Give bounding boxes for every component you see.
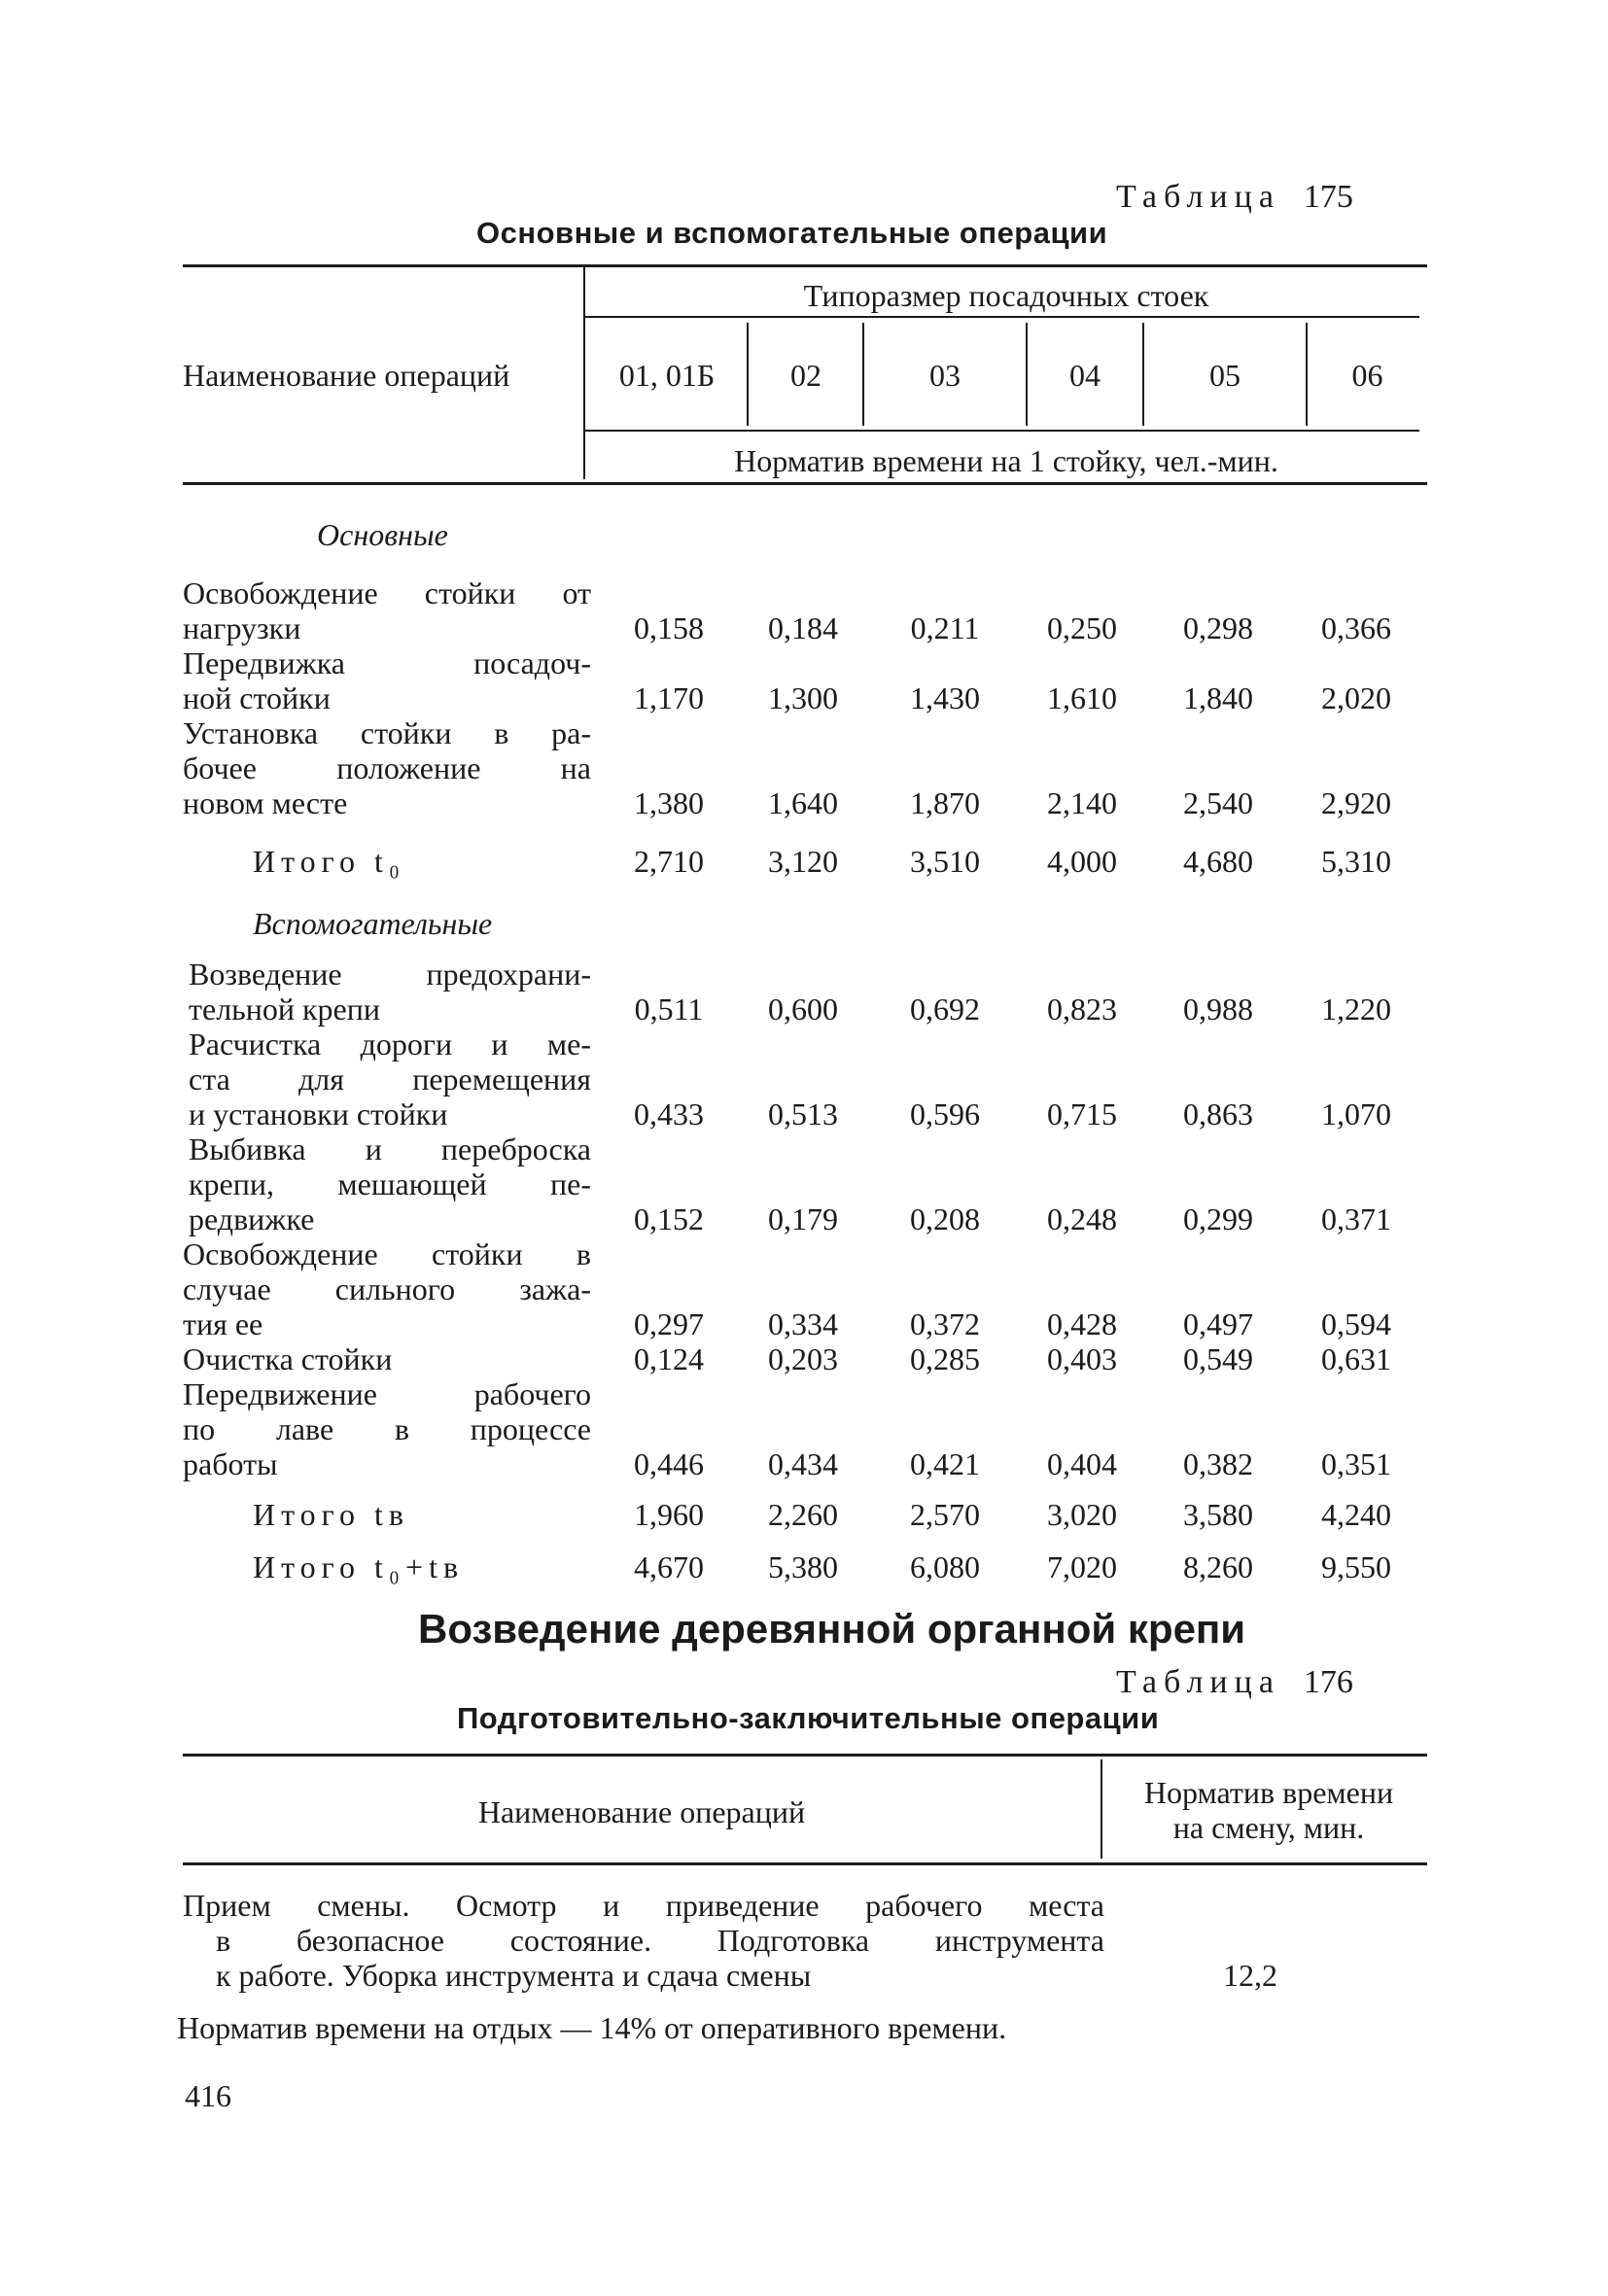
value-cell: 0,299 [1183,1201,1253,1236]
t176-col-header-operations: Наименование операций [477,1794,806,1829]
value-cell: 0,203 [768,1341,838,1376]
value-cell: 2,140 [1047,785,1117,820]
size-col-01: 01, 01Б [618,358,716,393]
section-aux-label: Вспомогательные [253,906,493,941]
table-175-number: 175 [1303,179,1353,215]
total-value-cell: 9,550 [1321,1549,1391,1584]
value-cell: 0,403 [1047,1341,1117,1376]
total-value-cell: 6,080 [910,1549,980,1584]
value-cell: 1,840 [1183,680,1253,715]
value-cell: 0,433 [634,1096,704,1131]
total-value-cell: 5,310 [1321,844,1391,879]
total-value-cell: 2,260 [768,1497,838,1532]
value-cell: 0,250 [1047,610,1117,645]
total-value-cell: 4,000 [1047,844,1117,879]
value-cell: 0,549 [1183,1341,1253,1376]
total-value-cell: 8,260 [1183,1549,1253,1584]
table-176-label: Таблица 176 [1116,1664,1353,1700]
units-header-rule [585,430,1419,432]
value-cell: 1,610 [1047,680,1117,715]
size-header-rule [585,316,1419,318]
value-cell: 1,870 [910,785,980,820]
t176-value-cell: 12,2 [1223,1958,1277,1993]
table-176-col-divider [1101,1759,1102,1859]
size-col-04: 04 [1069,358,1101,393]
operation-label: Установка стойки в ра- бочее положение на новом месте [183,715,591,820]
value-cell: 0,211 [910,610,980,645]
value-cell: 0,692 [910,991,980,1026]
value-cell: 0,334 [768,1306,838,1341]
total-value-cell: 4,680 [1183,844,1253,879]
operation-label: Освобождение стойки от нагрузки [183,575,591,645]
value-cell: 0,715 [1047,1096,1117,1131]
total-value-cell: 3,020 [1047,1497,1117,1532]
value-cell: 0,823 [1047,991,1117,1026]
value-cell: 0,513 [768,1096,838,1131]
total-value-cell: 4,670 [634,1549,704,1584]
value-cell: 0,208 [910,1201,980,1236]
table-176-header-bottom-rule [183,1862,1427,1865]
value-cell: 0,372 [910,1306,980,1341]
value-cell: 0,382 [1183,1446,1253,1481]
operation-label: Передвижка посадоч- ной стойки [183,645,591,715]
operation-label: Возведение предохрани- тельной крепи [189,957,591,1026]
value-cell: 0,863 [1183,1096,1253,1131]
value-cell: 0,594 [1321,1306,1391,1341]
value-cell: 0,184 [768,610,838,645]
total-value-cell: 7,020 [1047,1549,1117,1584]
value-cell: 0,596 [910,1096,980,1131]
value-cell: 0,631 [1321,1341,1391,1376]
table-176-top-rule [183,1754,1427,1757]
value-cell: 0,497 [1183,1306,1253,1341]
total-aux-label: Итого tв [253,1497,409,1532]
value-cell: 1,070 [1321,1096,1391,1131]
value-cell: 2,020 [1321,680,1391,715]
value-cell: 0,366 [1321,610,1391,645]
size-col-05: 05 [1209,358,1241,393]
table-175-label: Таблица 175 [1116,179,1353,215]
value-cell: 0,179 [768,1201,838,1236]
value-cell: 0,446 [634,1446,704,1481]
value-cell: 0,298 [1183,610,1253,645]
col-header-size: Типоразмер посадочных стоек [803,278,1209,313]
col-header-operations: Наименование операций [183,358,510,393]
table-175-header-bottom-rule [183,482,1427,485]
size-col-06: 06 [1351,358,1383,393]
total-value-cell: 5,380 [768,1549,838,1584]
value-cell: 0,421 [910,1446,980,1481]
section-main-label: Основные [317,517,448,552]
table-175-caption: Основные и вспомогательные операции [476,216,1108,250]
value-cell: 0,124 [634,1341,704,1376]
total-value-cell: 3,120 [768,844,838,879]
t176-col-header-norm: Норматив времени на смену, мин. [1143,1775,1394,1845]
value-cell: 0,248 [1047,1201,1117,1236]
total-main-label: Итого t₀ [253,844,406,879]
value-cell: 0,511 [634,991,704,1026]
value-cell: 1,430 [910,680,980,715]
value-cell: 1,300 [768,680,838,715]
units-header: Норматив времени на 1 стойку, чел.-мин. [734,443,1278,478]
value-cell: 0,285 [910,1341,980,1376]
total-value-cell: 3,510 [910,844,980,879]
value-cell: 1,640 [768,785,838,820]
operation-label: Очистка стойки [183,1341,393,1376]
value-cell: 1,380 [634,785,704,820]
value-cell: 0,158 [634,610,704,645]
operation-label: Расчистка дороги и ме- ста для перемещения и установки стойки [189,1026,591,1131]
table-176-number: 176 [1303,1664,1353,1700]
value-cell: 0,988 [1183,991,1253,1026]
operation-label: Освобождение стойки в случае сильного зажа- тия ее [183,1236,591,1341]
value-cell: 0,428 [1047,1306,1117,1341]
value-cell: 0,371 [1321,1201,1391,1236]
operation-label: Выбивка и переброска крепи, мешающей пе- редвижке [189,1131,591,1236]
rest-note: Норматив времени на отдых — 14% от оперативного времени. [177,2010,1007,2045]
total-value-cell: 4,240 [1321,1497,1391,1532]
total-value-cell: 3,580 [1183,1497,1253,1532]
size-col-03: 03 [929,358,961,393]
value-cell: 0,351 [1321,1446,1391,1481]
total-value-cell: 1,960 [634,1497,704,1532]
value-cell: 0,600 [768,991,838,1026]
table-175-top-rule [183,264,1427,267]
value-cell: 0,297 [634,1306,704,1341]
table-176-caption: Подготовительно-заключительные операции [457,1701,1160,1735]
value-cell: 1,170 [634,680,704,715]
section-title: Возведение деревянной органной крепи [418,1606,1246,1652]
total-value-cell: 2,570 [910,1497,980,1532]
value-cell: 0,404 [1047,1446,1117,1481]
t176-operation-label: Прием смены. Осмотр и приведение рабочего места в безопасное состояние. Подготовка инструмента к работе. Уборка инструмента и сдача смены [183,1888,1104,1993]
value-cell: 1,220 [1321,991,1391,1026]
page-number: 416 [185,2078,231,2113]
operation-label: Передвижение рабочего по лаве в процессе работы [183,1376,591,1481]
value-cell: 2,920 [1321,785,1391,820]
total-value-cell: 2,710 [634,844,704,879]
total-all-label: Итого t₀+tв [253,1549,465,1584]
value-cell: 0,434 [768,1446,838,1481]
value-cell: 2,540 [1183,785,1253,820]
value-cell: 0,152 [634,1201,704,1236]
size-col-02: 02 [790,358,821,393]
